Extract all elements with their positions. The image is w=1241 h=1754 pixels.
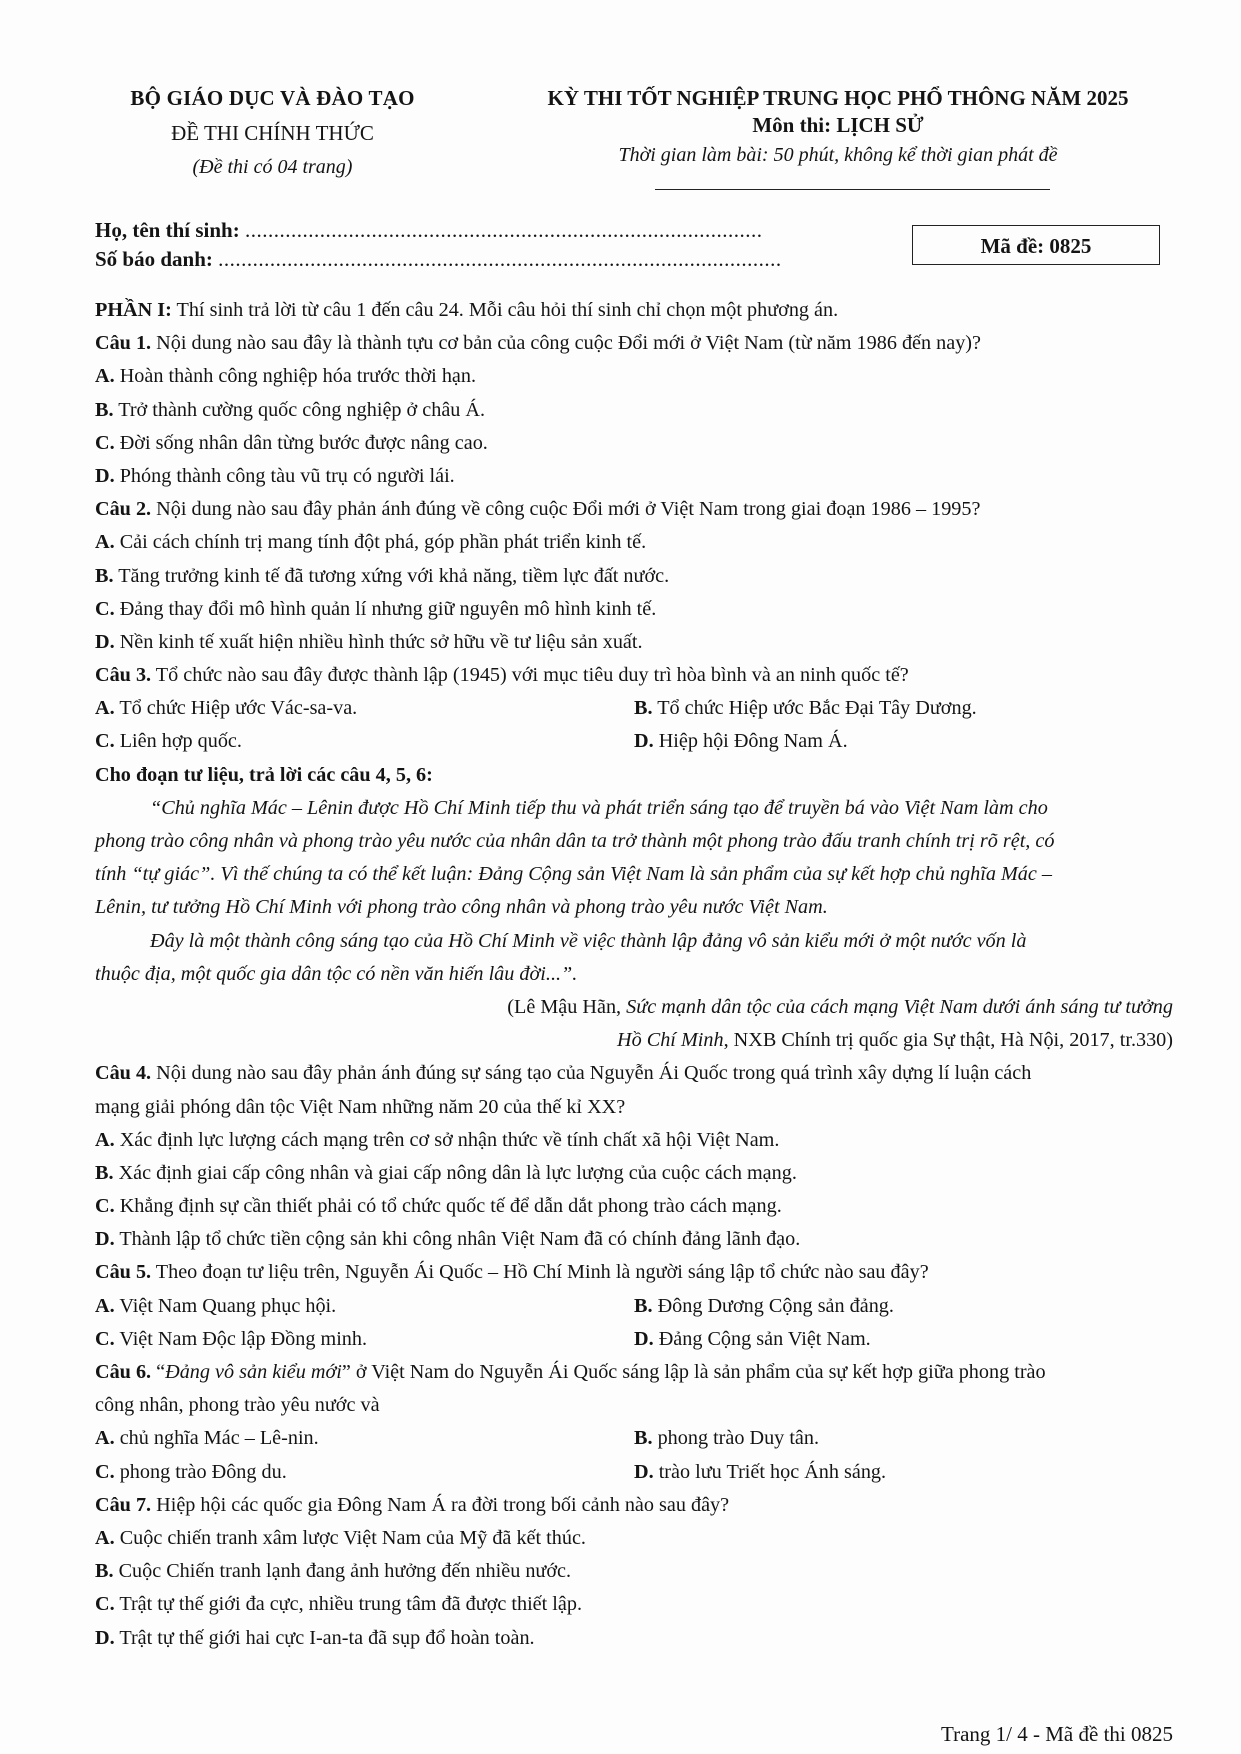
q3-option-b: B. Tổ chức Hiệp ước Bắc Đại Tây Dương. (634, 697, 977, 720)
passage-line: Lênin, tư tưởng Hồ Chí Minh với phong trào công nhân và phong trào yêu nước Việt Nam. (95, 896, 828, 919)
page-footer: Trang 1/ 4 - Mã đề thi 0825 (941, 1722, 1173, 1746)
q6-option-d: D. trào lưu Triết học Ánh sáng. (634, 1460, 887, 1483)
q5-option-a: A. Việt Nam Quang phục hội. (95, 1294, 337, 1317)
subject-title: Môn thi: LỊCH SỬ (752, 113, 924, 137)
q7-option-a: A. Cuộc chiến tranh xâm lược Việt Nam của Mỹ đã kết thúc. (95, 1526, 586, 1549)
q5-option-d: D. Đảng Cộng sản Việt Nam. (634, 1327, 871, 1350)
time-limit: Thời gian làm bài: 50 phút, không kể thời gian phát đề (618, 144, 1058, 166)
q2-option-a: A. Cải cách chính trị mang tính đột phá, góp phần phát triển kinh tế. (95, 531, 647, 554)
q4-option-d: D. Thành lập tổ chức tiền cộng sản khi công nhân Việt Nam đã có chính đảng lãnh đạo. (95, 1228, 801, 1251)
q5-options-cd (95, 1323, 1173, 1356)
header-right (478, 86, 1198, 167)
question-4-cont: mạng giải phóng dân tộc Việt Nam những năm 20 của thế kỉ XX? (95, 1095, 626, 1118)
question-7: Câu 7. Hiệp hội các quốc gia Đông Nam Á ra đời trong bối cảnh nào sau đây? (95, 1493, 730, 1516)
official-label: ĐỀ THI CHÍNH THỨC (171, 121, 374, 145)
candidate-id-label: Số báo danh: (95, 247, 213, 271)
q7-option-d: D. Trật tự thế giới hai cực I-an-ta đã sụp đổ hoàn toàn. (95, 1626, 535, 1649)
q7-option-b: B. Cuộc Chiến tranh lạnh đang ảnh hưởng đến nhiều nước. (95, 1560, 572, 1583)
candidate-id-row (95, 247, 782, 272)
passage-line: tính “tự giác”. Vì thế chúng ta có thể kết luận: Đảng Cộng sản Việt Nam là sản phẩm của sự kết hợp chủ nghĩa Mác – (95, 863, 1053, 886)
question-3: Câu 3. Tổ chức nào sau đây được thành lập (1945) với mục tiêu duy trì hòa bình và an ninh quốc tế? (95, 664, 909, 687)
question-2: Câu 2. Nội dung nào sau đây phản ánh đúng về công cuộc Đổi mới ở Việt Nam trong giai đoạn 1986 – 1995? (95, 498, 981, 521)
candidate-id-field[interactable]: .................................................................................................. (218, 247, 782, 271)
part1-instruction: PHẦN I: Thí sinh trả lời từ câu 1 đến câu 24. Mỗi câu hỏi thí sinh chỉ chọn một phương án. (95, 299, 839, 321)
passage-line: “Chủ nghĩa Mác – Lênin được Hồ Chí Minh tiếp thu và phát triển sáng tạo để truyền bá vào Việt Nam làm cho (150, 796, 1048, 819)
q2-option-b: B. Tăng trưởng kinh tế đã tương xứng với khả năng, tiềm lực đất nước. (95, 564, 670, 587)
passage-citation-2: Hồ Chí Minh, NXB Chính trị quốc gia Sự thật, Hà Nội, 2017, tr.330) (617, 1029, 1173, 1052)
q2-option-d: D. Nền kinh tế xuất hiện nhiều hình thức sở hữu về tư liệu sản xuất. (95, 630, 643, 653)
q3-options-cd (95, 725, 1173, 758)
q2-option-c: C. Đảng thay đổi mô hình quản lí nhưng giữ nguyên mô hình kinh tế. (95, 597, 657, 620)
page-count: (Đề thi có 04 trang) (192, 156, 353, 178)
candidate-name-row (95, 218, 762, 243)
header-underline (655, 189, 1050, 190)
exam-title: KỲ THI TỐT NGHIỆP TRUNG HỌC PHỔ THÔNG NĂM 2025 (547, 86, 1129, 110)
candidate-name-label: Họ, tên thí sinh: (95, 218, 240, 242)
q3-option-a: A. Tổ chức Hiệp ước Vác-sa-va. (95, 697, 358, 720)
q1-option-d: D. Phóng thành công tàu vũ trụ có người lái. (95, 464, 455, 487)
passage-line: phong trào công nhân và phong trào yêu nước của nhân dân ta trở thành một phong trào đấu tranh chính trị rõ rệt, có (95, 830, 1055, 852)
q4-option-a: A. Xác định lực lượng cách mạng trên cơ sở nhận thức về tính chất xã hội Việt Nam. (95, 1128, 780, 1151)
q4-option-b: B. Xác định giai cấp công nhân và giai cấp nông dân là lực lượng của cuộc cách mạng. (95, 1161, 797, 1184)
q7-option-c: C. Trật tự thế giới đa cực, nhiều trung tâm đã được thiết lập. (95, 1593, 583, 1616)
header-left (95, 86, 450, 179)
q1-option-c: C. Đời sống nhân dân từng bước được nâng cao. (95, 431, 488, 454)
q1-option-a: A. Hoàn thành công nghiệp hóa trước thời hạn. (95, 365, 477, 388)
q1-option-b: B. Trở thành cường quốc công nghiệp ở châu Á. (95, 398, 486, 421)
question-6-cont: công nhân, phong trào yêu nước và (95, 1394, 380, 1417)
question-6: Câu 6. “Đảng vô sản kiểu mới” ở Việt Nam do Nguyễn Ái Quốc sáng lập là sản phẩm của sự kết hợp giữa phong trào (95, 1361, 1046, 1383)
q3-option-d: D. Hiệp hội Đông Nam Á. (634, 730, 848, 753)
q5-option-b: B. Đông Dương Cộng sản đảng. (634, 1294, 894, 1317)
ministry-name: BỘ GIÁO DỤC VÀ ĐÀO TẠO (130, 86, 415, 110)
q6-option-b: B. phong trào Duy tân. (634, 1427, 820, 1450)
question-1: Câu 1. Nội dung nào sau đây là thành tựu cơ bản của công cuộc Đổi mới ở Việt Nam (từ năm 1986 đến nay)? (95, 332, 981, 355)
passage-intro: Cho đoạn tư liệu, trả lời các câu 4, 5, 6: (95, 763, 433, 786)
exam-code-box: Mã đề: 0825 (912, 225, 1160, 265)
q3-option-c: C. Liên hợp quốc. (95, 730, 242, 753)
passage-line: Đây là một thành công sáng tạo của Hồ Chí Minh về việc thành lập đảng vô sản kiểu mới ở một nước vốn là (150, 929, 1027, 952)
passage-citation-1: (Lê Mậu Hãn, Sức mạnh dân tộc của cách mạng Việt Nam dưới ánh sáng tư tưởng (507, 995, 1173, 1018)
question-5: Câu 5. Theo đoạn tư liệu trên, Nguyễn Ái Quốc – Hồ Chí Minh là người sáng lập tổ chức nào sau đây? (95, 1261, 929, 1284)
q5-option-c: C. Việt Nam Độc lập Đồng minh. (95, 1327, 368, 1350)
exam-body (95, 294, 1173, 1655)
q3-options-ab (95, 692, 1173, 725)
q6-option-c: C. phong trào Đông du. (95, 1460, 287, 1483)
passage-quote (95, 792, 1173, 991)
q4-option-c: C. Khẳng định sự cần thiết phải có tổ chức quốc tế để dẫn dắt phong trào cách mạng. (95, 1195, 782, 1218)
q6-options-cd (95, 1456, 1173, 1489)
q6-options-ab (95, 1422, 1173, 1455)
q5-options-ab (95, 1290, 1173, 1323)
candidate-name-field[interactable]: .......................................................................................... (244, 218, 763, 242)
q6-option-a: A. chủ nghĩa Mác – Lê-nin. (95, 1427, 319, 1450)
question-4: Câu 4. Nội dung nào sau đây phản ánh đúng sự sáng tạo của Nguyễn Ái Quốc trong quá trình xây dựng lí luận cách (95, 1062, 1032, 1085)
passage-line: thuộc địa, một quốc gia dân tộc có nền văn hiến lâu đời...”. (95, 962, 578, 985)
